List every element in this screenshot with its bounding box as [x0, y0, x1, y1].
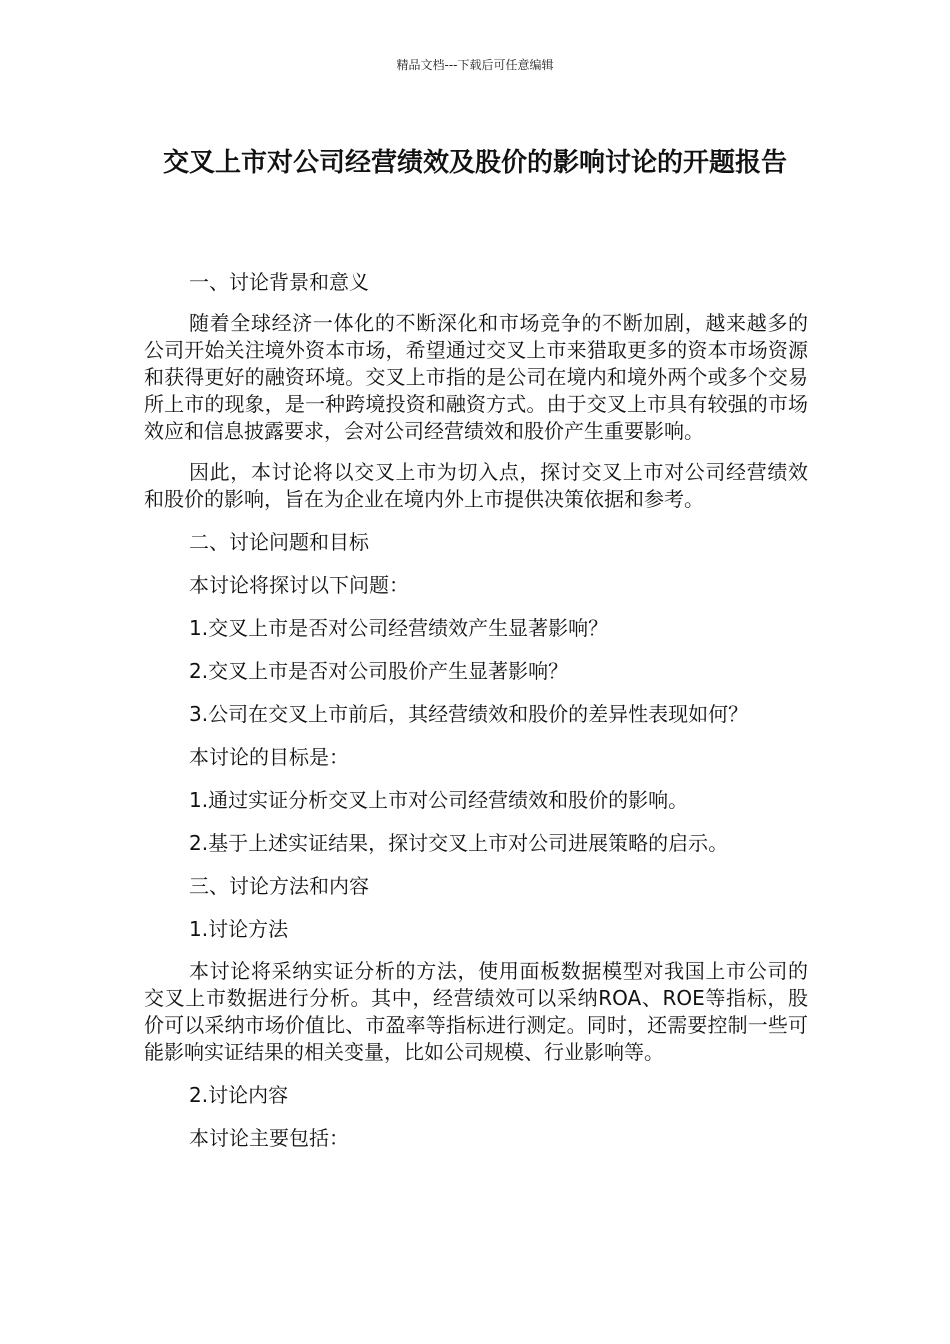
section-3-subheading-2: 2.讨论内容: [189, 1083, 289, 1107]
section-2-goal-1: 1.通过实证分析交叉上市对公司经营绩效和股价的影响。: [189, 788, 689, 812]
section-1-heading: 一、讨论背景和意义: [189, 270, 369, 294]
section-2-question-2: 2.交叉上市是否对公司股价产生显著影响？: [189, 659, 569, 683]
section-3-paragraph-2: 本讨论主要包括：: [189, 1126, 349, 1150]
page-header: 精品文档---下载后可任意编辑: [396, 58, 554, 72]
section-3-heading: 三、讨论方法和内容: [189, 874, 369, 898]
document-body: [144, 268, 808, 1152]
section-3-paragraph-1: 本讨论将采纳实证分析的方法，使用面板数据模型对我国上市公司的交叉上市数据进行分析。其中，经营绩效可以采纳ROA、ROE等指标，股价可以采纳市场价值比、市盈率等指标进行测定。同时，还需要控制一些可能影响实证结果的相关变量，比如公司规模、行业影响等。: [144, 959, 808, 1064]
section-1-paragraph-1: 随着全球经济一体化的不断深化和市场竞争的不断加剧，越来越多的公司开始关注境外资本市场，希望通过交叉上市来猎取更多的资本市场资源和获得更好的融资环境。交叉上市指的是公司在境内和境外两个或多个交易所上市的现象，是一种跨境投资和融资方式。由于交叉上市具有较强的市场效应和信息披露要求，会对公司经营绩效和股价产生重要影响。: [144, 311, 808, 443]
section-2-question-1: 1.交叉上市是否对公司经营绩效产生显著影响？: [189, 616, 609, 640]
section-2-intro: 本讨论将探讨以下问题：: [189, 573, 409, 597]
section-2-goal-intro: 本讨论的目标是：: [189, 745, 349, 769]
section-2-heading: 二、讨论问题和目标: [189, 530, 369, 554]
section-2-goal-2: 2.基于上述实证结果，探讨交叉上市对公司进展策略的启示。: [189, 831, 729, 855]
section-2-question-3: 3.公司在交叉上市前后，其经营绩效和股价的差异性表现如何？: [189, 702, 749, 726]
document-title: 交叉上市对公司经营绩效及股价的影响讨论的开题报告: [162, 148, 787, 178]
section-1-paragraph-2: 因此，本讨论将以交叉上市为切入点，探讨交叉上市对公司经营绩效和股价的影响，旨在为企业在境内外上市提供决策依据和参考。: [144, 460, 808, 511]
section-3-subheading-1: 1.讨论方法: [189, 917, 289, 941]
